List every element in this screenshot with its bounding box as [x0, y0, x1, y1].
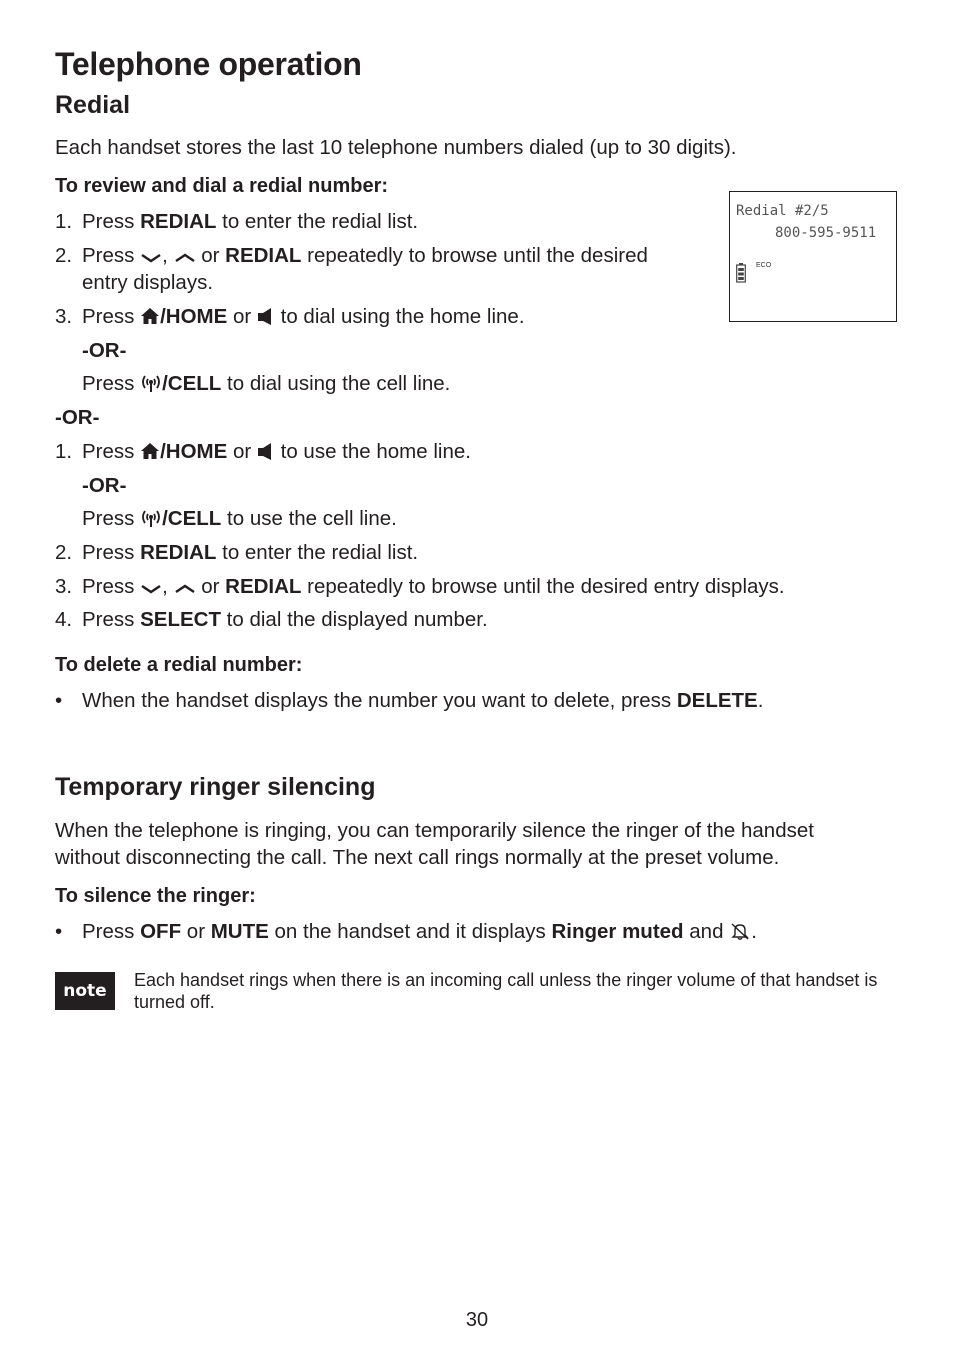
- key-select: SELECT: [140, 608, 221, 631]
- step-a3-cell: [82, 370, 450, 397]
- or-separator: -OR-: [82, 339, 127, 362]
- or-separator: -OR-: [82, 474, 127, 497]
- redial-intro: Each handset stores the last 10 telephone numbers dialed (up to 30 digits).: [55, 136, 737, 159]
- text: Press: [82, 244, 141, 267]
- bullet: •: [55, 689, 63, 712]
- text: Press: [82, 440, 141, 463]
- step-b4: [55, 606, 488, 633]
- note-text: Each handset rings when there is an incoming call unless the ringer volume of that handset is turned off.: [134, 970, 878, 1012]
- ringer-intro-2: without disconnecting the call. The next call rings normally at the preset volume.: [55, 846, 780, 869]
- cell-icon: [140, 373, 162, 393]
- key-home: /HOME: [160, 305, 228, 328]
- screen-line-1: Redial #2/5: [736, 203, 829, 219]
- text: Press: [82, 608, 141, 631]
- step-number: 1.: [55, 440, 73, 463]
- bullet: •: [55, 920, 63, 943]
- eco-indicator: ECO: [756, 262, 772, 269]
- silence-bullet: [55, 918, 757, 945]
- silence-heading: To silence the ringer:: [55, 885, 256, 907]
- or-main-separator: -OR-: [55, 406, 100, 429]
- speaker-icon: [257, 306, 275, 326]
- text: to enter the redial list.: [216, 210, 419, 233]
- text: ,: [162, 244, 174, 267]
- text: Press: [82, 372, 141, 395]
- step-b3: [55, 573, 785, 600]
- handset-screen: [729, 191, 897, 322]
- key-redial: REDIAL: [140, 210, 217, 233]
- review-heading: To review and dial a redial number:: [55, 175, 389, 197]
- text: or: [227, 440, 257, 463]
- key-cell: /CELL: [162, 372, 222, 395]
- key-redial: REDIAL: [140, 541, 217, 564]
- text: Press: [82, 507, 141, 530]
- step-number: 2.: [55, 244, 73, 267]
- step-a3: [55, 303, 525, 330]
- key-redial: REDIAL: [225, 575, 302, 598]
- step-b2: [55, 539, 418, 566]
- text: or: [195, 244, 226, 267]
- delete-bullet: [55, 687, 763, 714]
- screen-line-2: 800-595-9511: [775, 225, 877, 241]
- page-title: Telephone operation: [55, 46, 362, 82]
- text: .: [757, 689, 764, 712]
- text: to enter the redial list.: [216, 541, 419, 564]
- step-number: 4.: [55, 608, 73, 631]
- text: or: [181, 920, 211, 943]
- up-arrow-icon: [174, 582, 196, 596]
- note-badge: note: [55, 972, 115, 1010]
- step-a1: [55, 208, 418, 235]
- text: and: [683, 920, 730, 943]
- step-number: 2.: [55, 541, 73, 564]
- up-arrow-icon: [174, 251, 196, 265]
- text: to use the cell line.: [221, 507, 397, 530]
- cell-icon: [140, 508, 162, 528]
- key-home: /HOME: [160, 440, 228, 463]
- down-arrow-icon: [140, 251, 162, 265]
- step-b1-cell: [82, 505, 397, 532]
- step-b1: [55, 438, 471, 465]
- text: or: [227, 305, 257, 328]
- text: to dial using the home line.: [274, 305, 525, 328]
- page-number: 30: [465, 1309, 489, 1331]
- text: ,: [162, 575, 174, 598]
- delete-heading: To delete a redial number:: [55, 654, 303, 676]
- key-cell: /CELL: [162, 507, 222, 530]
- text: When the handset displays the number you want to delete, press: [82, 689, 677, 712]
- ringer-intro-1: When the telephone is ringing, you can temporarily silence the ringer of the handset: [55, 819, 814, 842]
- key-mute: MUTE: [210, 920, 269, 943]
- key-off: OFF: [140, 920, 182, 943]
- battery-icon: [736, 263, 746, 283]
- step-number: 3.: [55, 575, 73, 598]
- step-a2-continued: entry displays.: [82, 271, 214, 294]
- step-number: 1.: [55, 210, 73, 233]
- key-redial: REDIAL: [225, 244, 302, 267]
- text: to dial using the cell line.: [221, 372, 451, 395]
- home-icon: [140, 441, 160, 461]
- ringer-off-icon: [729, 921, 751, 941]
- text: to dial the displayed number.: [220, 608, 488, 631]
- text: Press: [82, 541, 141, 564]
- home-icon: [140, 306, 160, 326]
- key-delete: DELETE: [676, 689, 758, 712]
- text: to use the home line.: [274, 440, 471, 463]
- text: .: [751, 920, 757, 943]
- step-a2: [55, 242, 648, 269]
- section-heading-ringer: Temporary ringer silencing: [55, 773, 376, 801]
- text: Press: [82, 920, 141, 943]
- text: on the handset and it displays: [268, 920, 552, 943]
- step-number: 3.: [55, 305, 73, 328]
- text: or: [195, 575, 226, 598]
- text: Press: [82, 575, 141, 598]
- speaker-icon: [257, 441, 275, 461]
- text: repeatedly to browse until the desired entry displays.: [301, 575, 785, 598]
- section-heading-redial: Redial: [55, 91, 131, 119]
- text: Press: [82, 305, 141, 328]
- text: repeatedly to browse until the desired: [301, 244, 648, 267]
- down-arrow-icon: [140, 582, 162, 596]
- ringer-muted-label: Ringer muted: [551, 920, 684, 943]
- text: Press: [82, 210, 141, 233]
